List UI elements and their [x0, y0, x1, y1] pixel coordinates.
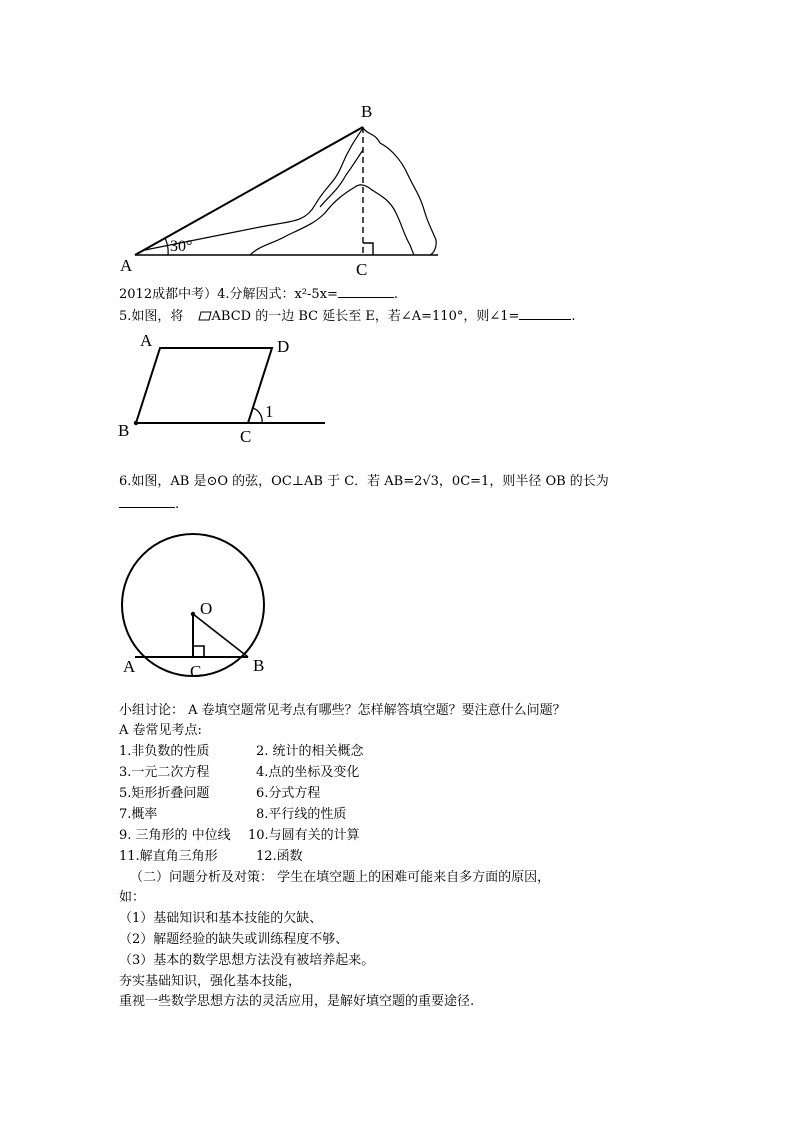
reason-item: （1）基础知识和基本技能的欠缺、: [119, 911, 323, 926]
point-item: 1.非负数的性质: [119, 744, 210, 759]
parallelogram-abcd: [136, 348, 272, 423]
label-c: C: [240, 427, 252, 446]
point-item: 8.平行线的性质: [256, 807, 347, 822]
point-item: 4.点的坐标及变化: [256, 765, 360, 780]
reason-item: （3）基本的数学思想方法没有被培养起来。: [119, 953, 375, 968]
label-1: 1: [265, 402, 274, 421]
analysis-heading: （二）问题分析及对策： 学生在填空题上的困难可能来自多方面的原因，: [130, 870, 551, 885]
conclusion-line-2: 重视一些数学思想方法的灵活应用，是解好填空题的重要途径.: [119, 994, 475, 1009]
label-a: A: [123, 657, 136, 676]
analysis-ru: 如：: [119, 890, 146, 905]
label-d: D: [277, 337, 290, 356]
point-item: 3.一元二次方程: [119, 765, 210, 780]
mountain-outline-outer: [145, 128, 436, 255]
right-angle-mark: [363, 243, 373, 255]
label-b: B: [118, 421, 130, 440]
label-o: O: [200, 599, 213, 618]
common-points-title: A 卷常见考点:: [119, 723, 202, 738]
right-angle-mark: [193, 646, 204, 657]
mountain-outline-inner: [250, 185, 414, 255]
point-item: 2. 统计的相关概念: [256, 744, 364, 759]
question-6-suffix: .: [175, 497, 180, 512]
question-6-line-2: [119, 495, 179, 514]
center-o: [191, 612, 195, 616]
group-discussion: 小组讨论： A 卷填空题常见考点有哪些？怎样解答填空题？要注意什么问题？: [119, 703, 566, 718]
mountain-triangle-figure: [110, 95, 460, 280]
mountain-outline-middle: [320, 150, 363, 207]
label-b: B: [253, 656, 265, 675]
segment-ab: [135, 127, 363, 255]
question-5-text-b: ABCD 的一边 BC 延长至 E，若∠A=110°，则∠1=: [211, 309, 520, 324]
angle-1-arc: [253, 408, 262, 423]
question-6-line-1: 6.如图，AB 是⊙O 的弦，OC⊥AB 于 C．若 AB=2√3，0C=1，则半径 OB 的长为: [119, 474, 609, 489]
point-item: 7.概率: [119, 807, 158, 822]
question-5: [119, 307, 576, 326]
label-b: B: [361, 102, 373, 121]
label-angle-30: 30°: [170, 238, 193, 255]
conclusion-line-1: 夯实基础知识，强化基本技能，: [119, 974, 302, 989]
point-item: 12.函数: [256, 849, 303, 864]
question-5-text-a: 5.如图，将: [119, 309, 184, 324]
point-item: 9. 三角形的 中位线: [119, 828, 231, 843]
answer-blank-4: [338, 285, 394, 298]
label-a: A: [120, 256, 133, 275]
label-c: C: [356, 260, 368, 279]
point-item: 10.与圆有关的计算: [248, 828, 360, 843]
segment-ob: [193, 614, 248, 657]
answer-blank-5: [519, 307, 571, 320]
parallelogram-figure: [112, 330, 337, 450]
parallelogram-symbol-icon: [198, 309, 212, 319]
point-item: 11.解直角三角形: [119, 849, 218, 864]
answer-blank-6: [119, 495, 175, 508]
point-b: [134, 421, 138, 425]
question-4: [119, 285, 398, 304]
question-4-text: 2012成都中考）4.分解因式：x²-5x=: [119, 287, 338, 302]
label-a: A: [140, 331, 153, 350]
point-item: 5.矩形折叠问题: [119, 786, 210, 801]
point-item: 6.分式方程: [256, 786, 321, 801]
question-4-suffix: .: [393, 287, 399, 302]
label-c: C: [190, 662, 202, 681]
circle-chord-figure: [110, 530, 290, 685]
reason-item: （2）解题经验的缺失或训练程度不够、: [119, 932, 349, 947]
question-5-suffix: .: [571, 309, 576, 324]
